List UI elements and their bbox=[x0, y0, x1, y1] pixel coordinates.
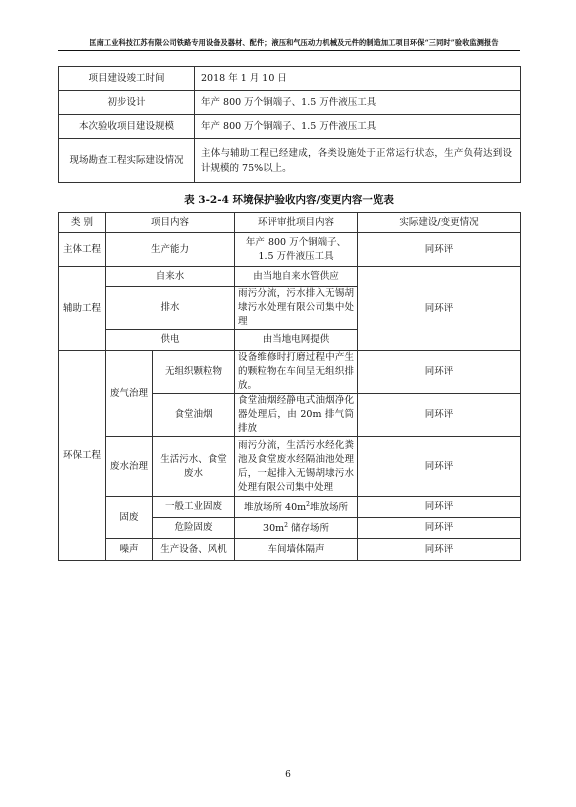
table-row bbox=[59, 497, 521, 518]
item-cell: 生产能力 bbox=[106, 233, 235, 267]
category-main-works: 主体工程 bbox=[59, 233, 106, 267]
eia-cell: 由当地自来水管供应 bbox=[235, 267, 358, 287]
page-header: 匡南工业科技江苏有限公司铁路专用设备及器材、配件；液压和气压动力机械及元件的制造加工项目环保“三同时”验收监测报告 bbox=[89, 38, 499, 47]
superscript: 2 bbox=[284, 522, 288, 530]
item-cell: 自来水 bbox=[106, 267, 235, 287]
table-row bbox=[59, 139, 521, 183]
actual-cell: 同环评 bbox=[358, 351, 521, 394]
table-row bbox=[59, 351, 521, 394]
page-number: 6 bbox=[285, 770, 291, 780]
eia-cell: 年产 800 万个铜端子、1.5 万件液压工具 bbox=[235, 233, 358, 267]
table-row bbox=[59, 267, 521, 287]
table-row bbox=[59, 115, 521, 139]
eia-cell: 雨污分流，污水排入无锡胡埭污水处理有限公司集中处理 bbox=[235, 287, 358, 330]
eia-text-part: 储存场所 bbox=[287, 523, 329, 535]
header-category: 类 别 bbox=[59, 213, 106, 233]
info-label: 现场勘查工程实际建设情况 bbox=[59, 139, 195, 183]
actual-cell: 同环评 bbox=[358, 497, 521, 518]
category-aux-works: 辅助工程 bbox=[59, 267, 106, 351]
actual-cell: 同环评 bbox=[358, 267, 521, 351]
env-acceptance-table bbox=[58, 212, 521, 561]
actual-cell: 同环评 bbox=[358, 539, 521, 561]
table-row bbox=[59, 91, 521, 115]
subcategory-gas: 废气治理 bbox=[106, 351, 153, 437]
eia-cell: 由当地电网提供 bbox=[235, 330, 358, 351]
eia-text-part: 30m bbox=[263, 523, 285, 535]
actual-cell: 同环评 bbox=[358, 233, 521, 267]
subcategory-water: 废水治理 bbox=[106, 437, 153, 497]
item-cell: 生活污水、食堂废水 bbox=[153, 437, 235, 497]
project-info-table bbox=[58, 66, 521, 183]
info-label: 初步设计 bbox=[59, 91, 195, 115]
superscript: 2 bbox=[306, 501, 310, 509]
item-cell: 排水 bbox=[106, 287, 235, 330]
table-row bbox=[59, 233, 521, 267]
actual-cell: 同环评 bbox=[358, 437, 521, 497]
eia-cell bbox=[235, 518, 358, 539]
info-value: 年产 800 万个铜端子、1.5 万件液压工具 bbox=[195, 115, 521, 139]
eia-cell: 设备维修时打磨过程中产生的颗粒物在车间呈无组织排放。 bbox=[235, 351, 358, 394]
actual-cell: 同环评 bbox=[358, 518, 521, 539]
category-env-works: 环保工程 bbox=[59, 351, 106, 561]
eia-cell: 车间墙体隔声 bbox=[235, 539, 358, 561]
table-header-row bbox=[59, 213, 521, 233]
header-actual: 实际建设/变更情况 bbox=[358, 213, 521, 233]
eia-text-part: 堆放场所 bbox=[309, 502, 348, 514]
item-cell: 食堂油烟 bbox=[153, 394, 235, 437]
eia-text-part: 堆放场所 40m bbox=[244, 502, 307, 514]
item-cell: 供电 bbox=[106, 330, 235, 351]
subcategory-solid: 固废 bbox=[106, 497, 153, 539]
item-cell: 生产设备、风机 bbox=[153, 539, 235, 561]
header-eia: 环评审批项目内容 bbox=[235, 213, 358, 233]
info-label: 本次验收项目建设规模 bbox=[59, 115, 195, 139]
item-cell: 无组织颗粒物 bbox=[153, 351, 235, 394]
info-label: 项目建设竣工时间 bbox=[59, 67, 195, 91]
info-value: 2018 年 1 月 10 日 bbox=[195, 67, 521, 91]
table-row bbox=[59, 437, 521, 497]
actual-cell: 同环评 bbox=[358, 394, 521, 437]
item-cell: 一般工业固废 bbox=[153, 497, 235, 518]
eia-cell: 雨污分流，生活污水经化粪池及食堂废水经隔油池处理后，一起排入无锡胡埭污水处理有限公司集中处理 bbox=[235, 437, 358, 497]
info-value: 年产 800 万个铜端子、1.5 万件液压工具 bbox=[195, 91, 521, 115]
eia-cell bbox=[235, 497, 358, 518]
table-row bbox=[59, 67, 521, 91]
eia-cell: 食堂油烟经静电式油烟净化器处理后，由 20m 排气筒排放 bbox=[235, 394, 358, 437]
info-value: 主体与辅助工程已经建成，各类设施处于正常运行状态，生产负荷达到设计规模的 75%以上。 bbox=[195, 139, 521, 183]
item-cell: 危险固废 bbox=[153, 518, 235, 539]
header-rule bbox=[58, 50, 520, 51]
table-caption: 表 3-2-4 环境保护验收内容/变更内容一览表 bbox=[184, 194, 394, 206]
subcategory-noise: 噪声 bbox=[106, 539, 153, 561]
header-item: 项目内容 bbox=[106, 213, 235, 233]
table-row bbox=[59, 539, 521, 561]
